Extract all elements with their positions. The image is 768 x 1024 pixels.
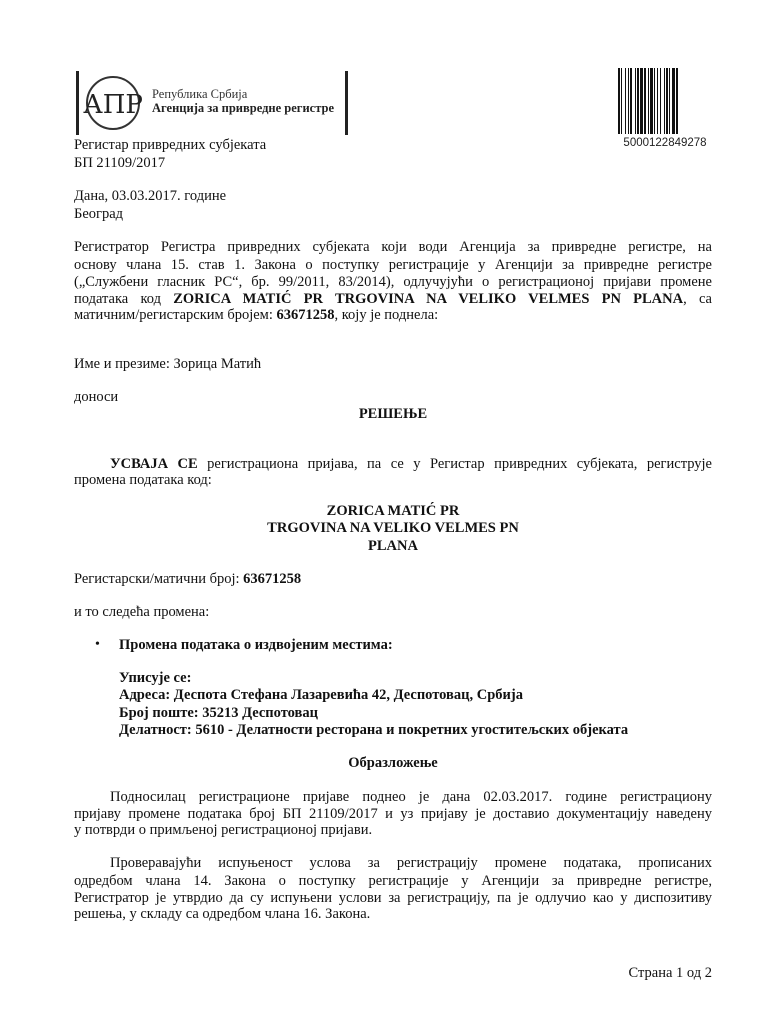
barcode-bar: [664, 68, 665, 134]
barcode-bar: [635, 68, 636, 134]
intro-line-5: [74, 307, 438, 324]
explanation-title: Образложење: [348, 755, 438, 771]
explanation-p2-line-4: решења, у складу са одредбом члана 16. Закона.: [74, 906, 371, 922]
usvaja-text: регистрациона пријава, па се у Регистар привредних субјеката, региструје: [197, 456, 712, 472]
explanation-p2-line-1: Проверавајући испуњеност услова за регистрацију промене података, прописаних: [110, 855, 712, 871]
intro-line-4: [74, 290, 712, 308]
barcode-bar: [640, 68, 643, 134]
bullet-icon: •: [95, 637, 100, 652]
intro-line-3: („Службени гласник РС“, бр. 99/2011, 83/2014), одлучујући о регистрационој пријави промене: [74, 274, 712, 290]
change-activity: Делатност: 5610 - Делатности ресторана и покретних угоститељских објеката: [119, 722, 629, 738]
barcode-bar: [648, 68, 649, 134]
upisuje-se: Уписује се:: [119, 670, 192, 686]
intro-line-1: Регистратор Регистра привредних субјеката који води Агенција за привредне регистре, на: [74, 239, 712, 255]
barcode-bar: [650, 68, 653, 134]
logo-divider-right: [345, 71, 348, 135]
barcode-bar: [621, 68, 622, 134]
intro-text: података код: [74, 291, 174, 307]
case-number: БП 21109/2017: [74, 155, 166, 171]
barcode-bar: [618, 68, 620, 134]
barcode-bar: [660, 68, 661, 134]
register-name: Регистар привредних субјеката: [74, 137, 267, 153]
barcode-bar: [666, 68, 668, 134]
logo-country-text: Република Србија: [152, 87, 248, 101]
explanation-p1-line-3: у потврди о примљеној регистрационој пријави.: [74, 822, 373, 838]
usvaja-line-2: промена података код:: [74, 472, 212, 488]
barcode-bar: [630, 68, 632, 134]
reg-number-label: Регистарски/матични број:: [74, 571, 244, 587]
company-name-inline: ZORICA MATIĆ PR TRGOVINA NA VELIKO VELMES PN PLANA: [173, 291, 684, 307]
donosi-text: доноси: [74, 389, 119, 405]
intro-text: матичним/регистарским бројем:: [74, 307, 277, 323]
registration-number-line: [74, 571, 301, 588]
barcode-bar: [654, 68, 655, 134]
usvaja-bold: УСВАЈА СЕ: [110, 456, 198, 472]
company-line-1: ZORICA MATIĆ PR: [326, 503, 460, 519]
reg-number-value: 63671258: [243, 571, 302, 587]
explanation-p1-line-2: пријаву промене података број БП 21109/2017 и уз пријаву је доставио документацију наведену: [74, 806, 712, 822]
usvaja-line-1: [74, 455, 712, 473]
change-post: Број поште: 35213 Деспотовац: [119, 705, 318, 721]
document-date: Дана, 03.03.2017. године: [74, 188, 227, 204]
barcode-bar: [672, 68, 675, 134]
barcode-bar: [637, 68, 639, 134]
barcode-image: [618, 68, 712, 134]
barcode-bar: [676, 68, 678, 134]
barcode-bar: [669, 68, 670, 134]
change-intro: и то следећа промена:: [74, 604, 210, 620]
explanation-p2-line-3: Регистратор је утврдио да су испуњени услови за регистрацију, па је одлучио као у диспозитиву: [74, 890, 712, 906]
logo-letters: АПР: [83, 90, 143, 120]
explanation-p2-line-2: одредбом члана 14. Закона о поступку регистрације у Агенцији за привредне регистре,: [74, 873, 712, 889]
logo-divider-left: [76, 71, 79, 135]
explanation-p1-line-1: Подносилац регистрационе пријаве поднео је дана 02.03.2017. године регистрациону: [110, 789, 712, 805]
company-line-3: PLANA: [368, 538, 418, 554]
barcode-bar: [644, 68, 646, 134]
registration-number-inline: 63671258: [276, 307, 335, 323]
applicant-name: Име и презиме: Зорица Матић: [74, 356, 262, 372]
document-city: Београд: [74, 206, 124, 222]
intro-text: , коју је поднела:: [334, 307, 439, 323]
company-line-2: TRGOVINA NA VELIKO VELMES PN: [267, 520, 519, 536]
logo-agency-text: Агенција за привредне регистре: [152, 101, 334, 115]
apr-logo: [76, 71, 348, 135]
page-number: Страна 1 од 2: [628, 965, 712, 981]
intro-line-2: основу члана 15. став 1. Закона о поступку регистрације у Агенцији за привредне регистре: [74, 257, 712, 273]
barcode-bar: [628, 68, 629, 134]
barcode-number: 5000122849278: [623, 137, 707, 149]
apr-emblem-icon: [82, 74, 144, 132]
decision-title: РЕШЕЊЕ: [358, 406, 428, 422]
change-title: Промена података о издвојеним местима:: [119, 637, 393, 653]
change-address: Адреса: Деспота Стефана Лазаревића 42, Деспотовац, Србија: [119, 687, 523, 703]
intro-text: , са: [683, 291, 712, 307]
barcode-bar: [657, 68, 658, 134]
barcode-bar: [625, 68, 626, 134]
